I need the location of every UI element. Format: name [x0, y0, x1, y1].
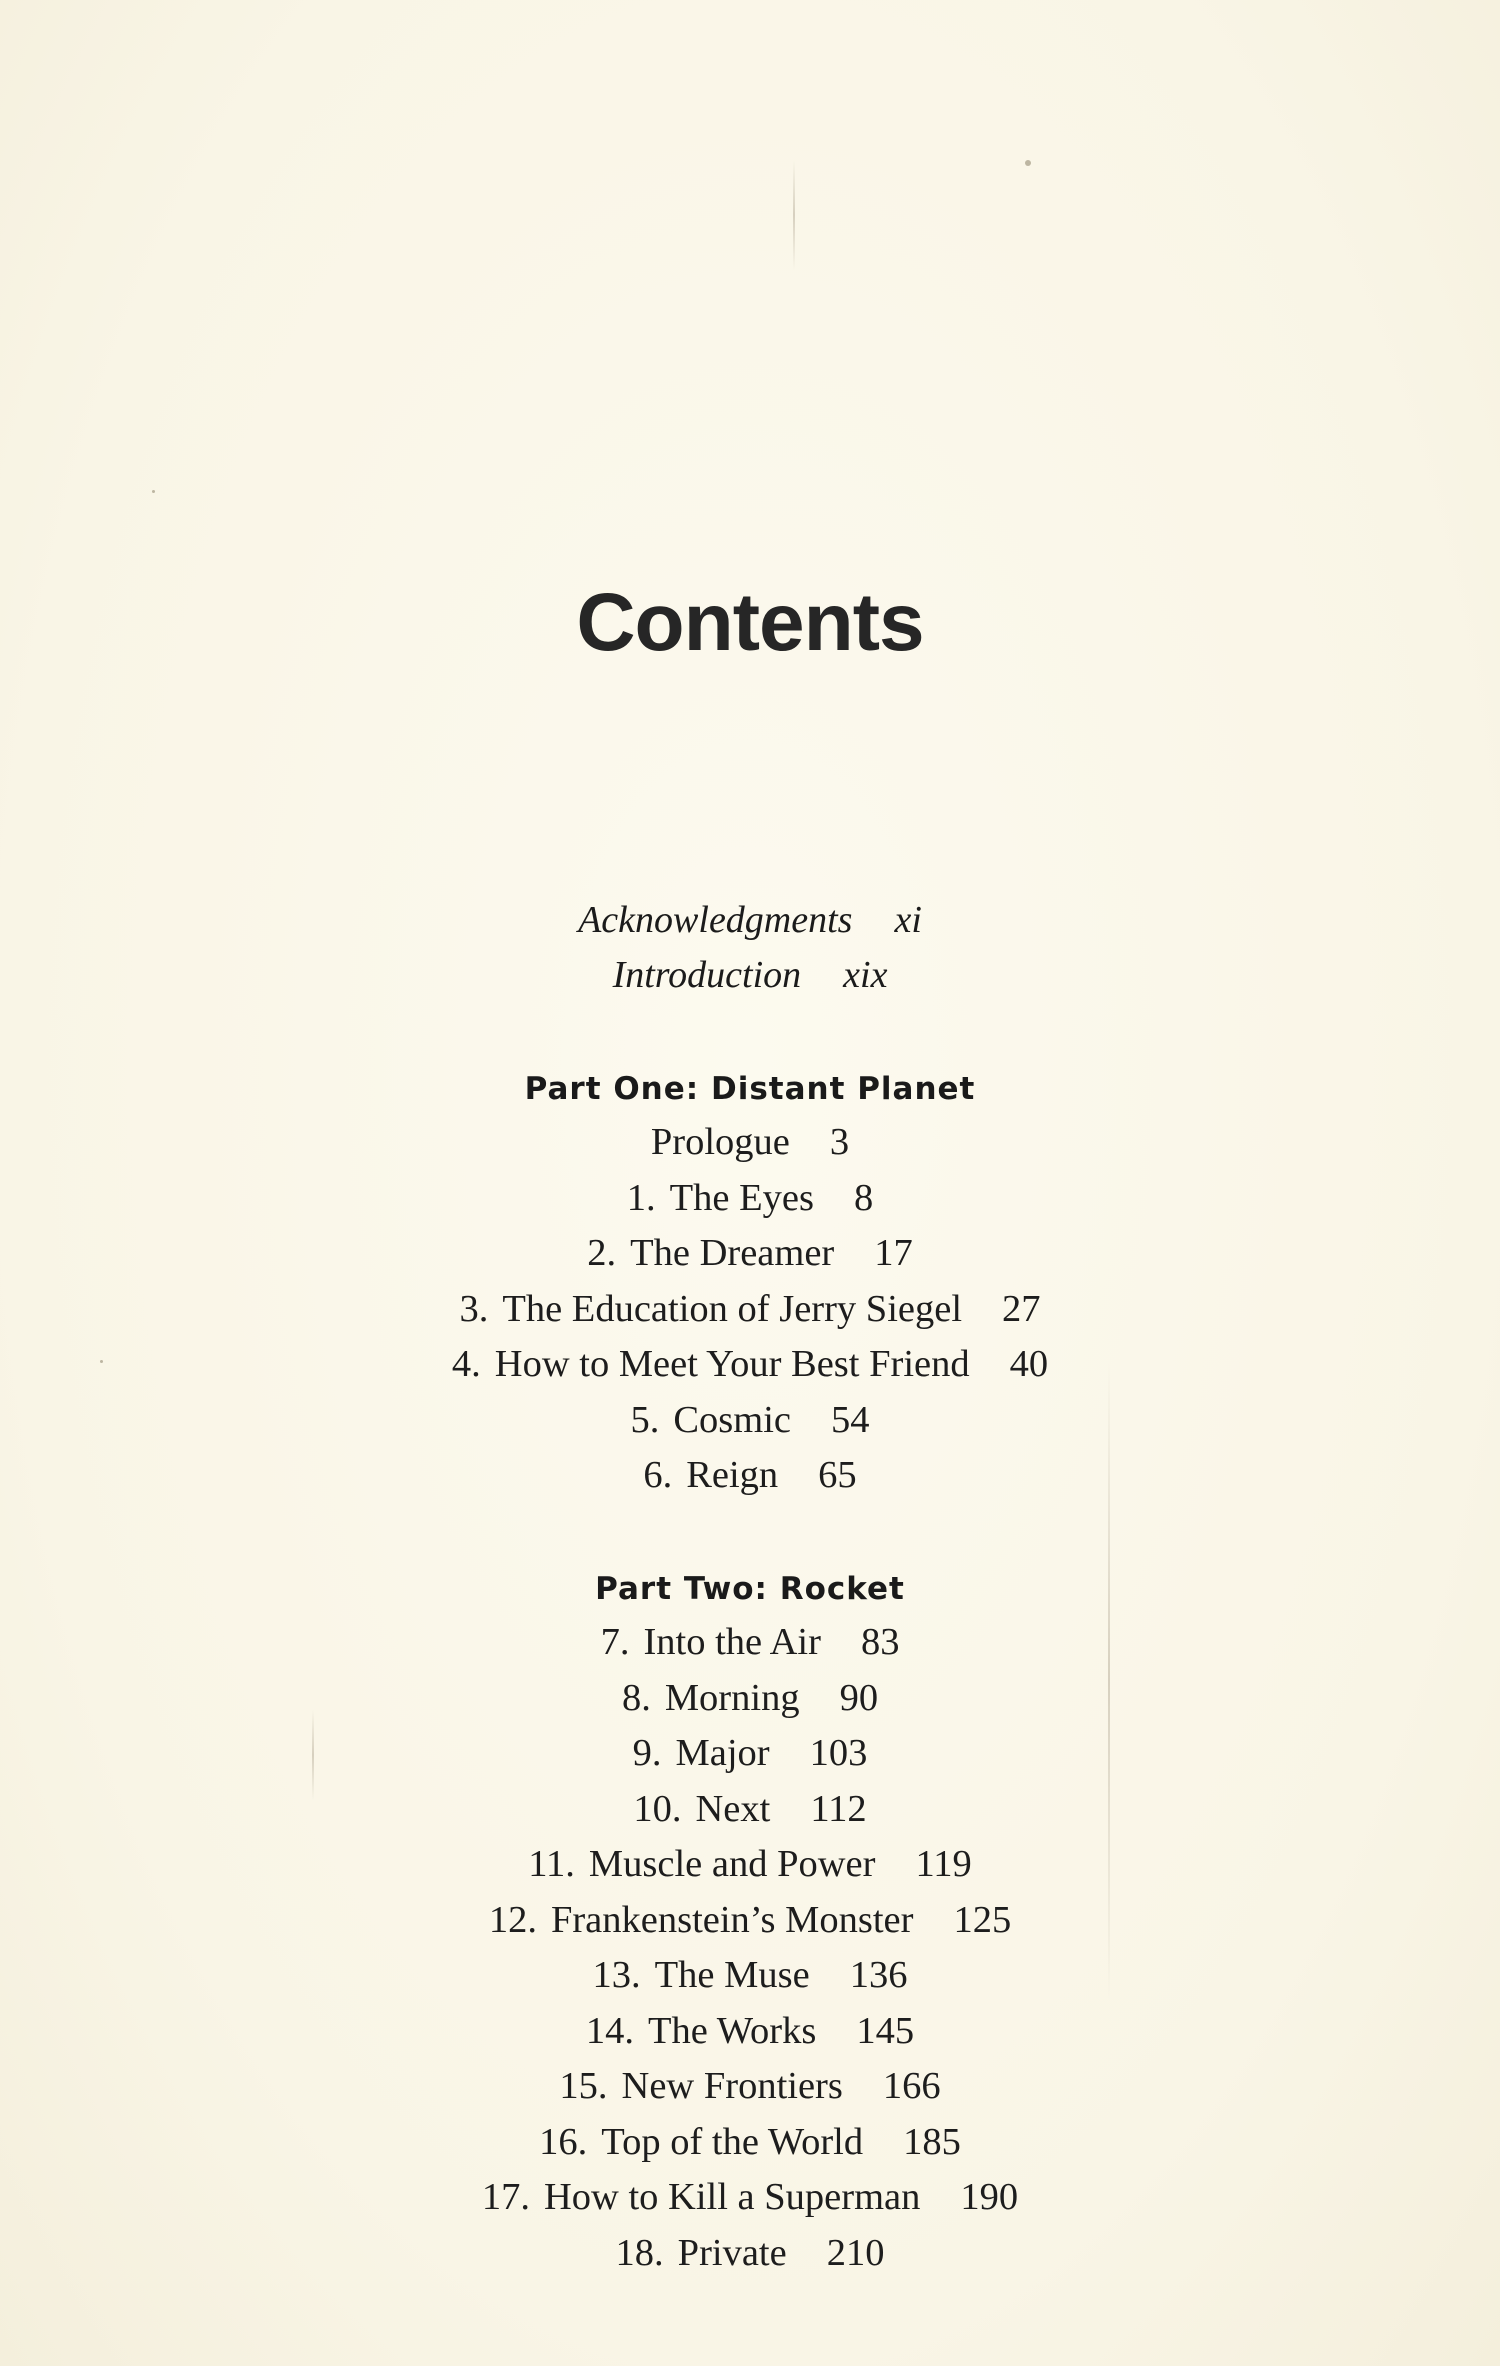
- chapter-title: Next: [695, 1787, 771, 1830]
- chapter-title: The Education of Jerry Siegel: [502, 1287, 963, 1330]
- chapter-number: 1.: [626, 1176, 656, 1219]
- toc-entry[interactable]: [0, 1171, 1500, 1227]
- toc-entry[interactable]: [0, 2170, 1500, 2226]
- entry-title: Introduction: [612, 954, 802, 996]
- chapter-page-number: 210: [826, 2231, 885, 2274]
- chapter-number: 2.: [587, 1232, 617, 1274]
- chapter-title: New Frontiers: [621, 2065, 843, 2107]
- front-matter-list: [0, 893, 1500, 1003]
- chapter-title: Frankenstein’s Monster: [550, 1898, 914, 1941]
- chapter-number: 6.: [643, 1454, 673, 1496]
- chapter-page-number: 3: [829, 1121, 850, 1163]
- toc-entry[interactable]: [0, 1671, 1500, 1727]
- chapter-page-number: 145: [856, 2009, 915, 2052]
- toc-entry[interactable]: [0, 1726, 1500, 1782]
- toc-entry[interactable]: [0, 1615, 1500, 1671]
- chapter-number: 10.: [633, 1787, 682, 1830]
- chapter-page-number: 119: [915, 1843, 972, 1885]
- chapter-page-number: 112: [810, 1787, 867, 1830]
- chapter-title: Morning: [664, 1676, 800, 1719]
- toc-entry[interactable]: [0, 2115, 1500, 2171]
- page-crease: [793, 160, 795, 270]
- chapter-title: The Dreamer: [630, 1232, 835, 1274]
- chapter-title: Into the Air: [643, 1621, 821, 1663]
- toc-entry[interactable]: [0, 1282, 1500, 1338]
- chapter-list: [0, 1615, 1500, 2281]
- chapter-page-number: 166: [882, 2065, 941, 2107]
- chapter-title: Prologue: [650, 1121, 790, 1163]
- chapter-number: 12.: [488, 1898, 537, 1941]
- chapter-number: 5.: [630, 1398, 660, 1441]
- chapter-page-number: 8: [853, 1176, 874, 1219]
- toc-entry[interactable]: [0, 1226, 1500, 1282]
- chapter-page-number: 54: [831, 1398, 870, 1441]
- toc-entry[interactable]: [0, 2059, 1500, 2115]
- chapter-number: 8.: [621, 1676, 651, 1719]
- toc-entry[interactable]: [0, 1393, 1500, 1449]
- entry-page-number: xix: [843, 954, 888, 996]
- toc-entry[interactable]: [0, 2226, 1500, 2282]
- front-matter-entry[interactable]: [0, 893, 1500, 948]
- entry-page-number: xi: [894, 899, 922, 941]
- chapter-number: 9.: [632, 1732, 662, 1774]
- chapter-page-number: 185: [903, 2120, 961, 2163]
- chapter-page-number: 17: [874, 1232, 913, 1274]
- chapter-number: 17.: [481, 2176, 530, 2218]
- chapter-number: 15.: [559, 2065, 608, 2107]
- chapter-list: [0, 1115, 1500, 1504]
- chapter-title: The Eyes: [669, 1176, 814, 1219]
- chapter-title: The Works: [648, 2009, 817, 2052]
- part-one-section: [0, 1063, 1500, 1504]
- part-heading: Part Two: Rocket: [595, 1571, 905, 1607]
- chapter-title: Private: [677, 2231, 787, 2274]
- chapter-page-number: 65: [818, 1454, 857, 1496]
- front-matter-entry[interactable]: [0, 948, 1500, 1003]
- chapter-title: The Muse: [654, 1954, 810, 1996]
- part-two-section: [0, 1563, 1500, 2281]
- chapter-page-number: 136: [849, 1954, 908, 1996]
- toc-entry[interactable]: [0, 1448, 1500, 1504]
- entry-title: Acknowledgments: [578, 899, 853, 941]
- chapter-number: 13.: [592, 1954, 641, 1996]
- toc-entry[interactable]: [0, 1337, 1500, 1393]
- chapter-title: Top of the World: [601, 2120, 864, 2163]
- chapter-page-number: 190: [960, 2176, 1019, 2218]
- chapter-page-number: 27: [1002, 1287, 1041, 1330]
- chapter-page-number: 40: [1009, 1343, 1049, 1385]
- chapter-number: 14.: [585, 2009, 635, 2052]
- toc-entry[interactable]: [0, 1115, 1500, 1171]
- chapter-title: Muscle and Power: [588, 1843, 876, 1885]
- chapter-number: 7.: [600, 1621, 630, 1663]
- chapter-page-number: 125: [953, 1898, 1012, 1941]
- chapter-page-number: 83: [860, 1621, 900, 1663]
- chapter-title: Major: [675, 1732, 770, 1774]
- chapter-number: 4.: [451, 1343, 481, 1385]
- part-heading: Part One: Distant Planet: [524, 1071, 976, 1107]
- toc-entry[interactable]: [0, 1837, 1500, 1893]
- chapter-number: 3.: [459, 1287, 489, 1330]
- chapter-title: How to Kill a Superman: [543, 2176, 921, 2218]
- toc-entry[interactable]: [0, 1893, 1500, 1949]
- chapter-title: How to Meet Your Best Friend: [494, 1343, 970, 1385]
- chapter-title: Cosmic: [673, 1398, 792, 1441]
- page-speck: [152, 490, 155, 493]
- toc-entry[interactable]: [0, 1948, 1500, 2004]
- toc-entry[interactable]: [0, 2004, 1500, 2060]
- chapter-number: 18.: [615, 2231, 664, 2274]
- chapter-page-number: 90: [839, 1676, 879, 1719]
- chapter-title: Reign: [686, 1454, 779, 1496]
- chapter-number: 11.: [528, 1843, 575, 1885]
- page-speck: [1025, 160, 1031, 166]
- chapter-number: 16.: [539, 2120, 588, 2163]
- page-title: Contents: [576, 577, 924, 668]
- toc-entry[interactable]: [0, 1782, 1500, 1838]
- chapter-page-number: 103: [809, 1732, 868, 1774]
